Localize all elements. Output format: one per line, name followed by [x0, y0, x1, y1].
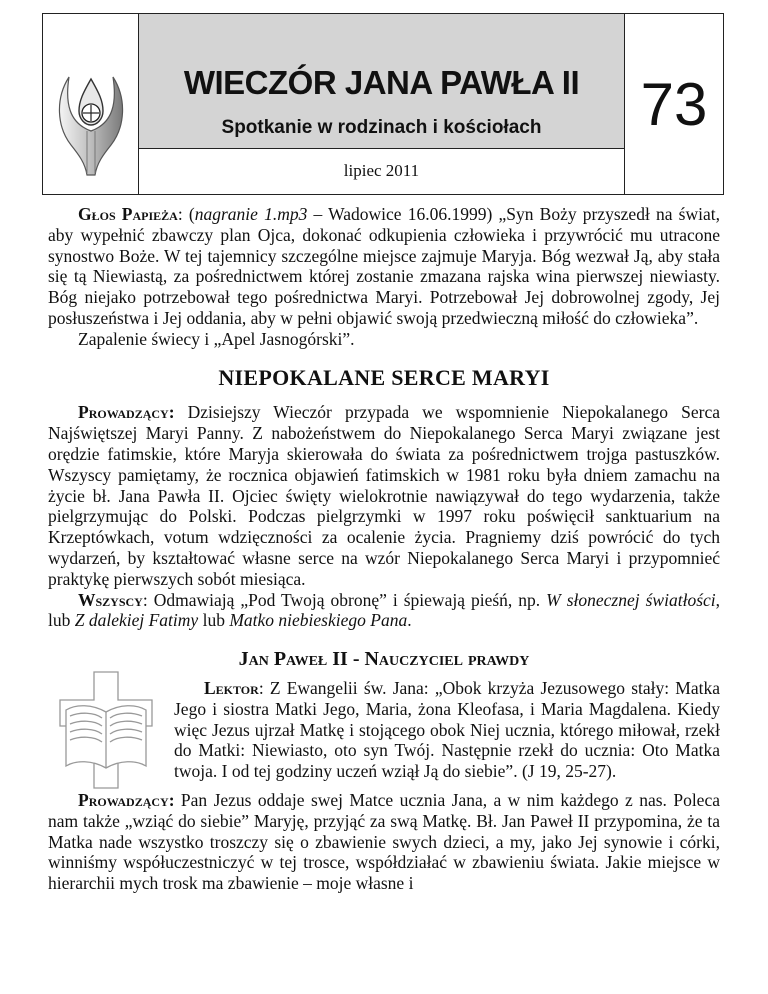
prowadzacy-paragraph-2: Prowadzący: Pan Jezus oddaje swej Matce ucznia Jana, a w nim każdego z nas. Poleca nam także „wziąć do siebie” Maryję, przyjąć za swą Matkę. Bł. Jan Paweł II przypomina, że ta Matka nade wszystko troszczy się o zbawienie swych dzieci, a my, jako Jej synowie i córki, winniśmy współuczestniczyć w tej trosce, współdziałać w zbawieniu świata. Jakie miejsce w hierarchii mych trosk ma zbawienie – moje własne i [48, 789, 720, 894]
song-title: Z dalekiej Fatimy [74, 610, 199, 631]
song-title: W słonecznej światłości [546, 589, 716, 610]
title-box [139, 14, 624, 149]
logo-cell [43, 14, 139, 194]
page-content [48, 204, 720, 894]
title-cell [139, 14, 625, 194]
candle-flame-logo-icon [51, 69, 131, 179]
speaker-label: Wszyscy [78, 589, 143, 610]
issue-date: lipiec 2011 [343, 161, 420, 180]
newsletter-title: WIECZÓR JANA PAWŁA II [183, 64, 580, 101]
open-book-cross-icon [56, 670, 156, 790]
section-heading: NIEPOKALANE SERCE MARYI [218, 364, 550, 390]
speaker-label: Lektor [204, 677, 259, 698]
speaker-label: Prowadzący: [78, 789, 175, 810]
glos-papieza-paragraph: Głos Papieża: (nagranie 1.mp3 – Wadowice 16.06.1999) „Syn Boży przyszedł na świat, aby wypełnić zbawczy plan Ojca, dokonać odkupienia człowieka i przywrócić mu utracone synostwo Boże. W tej tajemnicy szczególne miejsce zajmuje Maryja. Bóg wezwał Ją, aby stała się tą Niewiastą, za pośrednictwem której zostanie zmazana rajska wina pierwszej niewiasty. Bóg niejako potrzebował tego pośrednictwa Maryi. Potrzebował Jej dobrowolnej zgody, Jej posłuszeństwa i Jej oddania, aby w pełni objawić swoją przedwieczną miłość do człowieka”. [48, 204, 720, 328]
wszyscy-paragraph: Wszyscy: Odmawiają „Pod Twoją obronę” i śpiewają pieśń, np. W słonecznej światłości, lub Z dalekiej Fatimy lub Matko niebieskiego Pana. [48, 589, 721, 631]
song-title: Matko niebieskiego Pana [229, 610, 408, 631]
newsletter-subtitle: Spotkanie w rodzinach i kościołach [221, 117, 542, 138]
lektor-paragraph: Lektor: Z Ewangelii św. Jana: „Obok krzyża Jezusowego stały: Matka Jego i siostra Matki Jego, Maria, żona Kleofasa, i Maria Magdalena. Kiedy więc Jezus ujrzał Matkę i stojącego obok Niej ucznia, którego miłował, rzekł do Matki: Niewiasto, oto syn Twój. Następnie rzekł do ucznia: Oto Matka twoja. I od tej godziny uczeń wziął Ją do siebie”. (J 19, 25-27). [174, 677, 720, 782]
issue-number: 73 [640, 71, 708, 138]
prowadzacy-paragraph: Prowadzący: Dzisiejszy Wieczór przypada we wspomnienie Niepokalanego Serca Najświętszej Maryi Panny. Z nabożeństwem do Niepokalanego Serca Maryi związane jest orędzie fatimskie, które Maryja skierowała do świata za pośrednictwem trojga pastuszków. Wszyscy pamiętamy, że rocznica objawień fatimskich w 1981 roku była dniem zamachu na życie bł. Jana Pawła II. Ojciec święty wielokrotnie nawiązywał do tego wydarzenia, także pielgrzymując do Polski. Podczas pielgrzymki w 1997 roku poświęcił sanktuarium na Krzeptówkach, votum wdzięczności za ocalenie życia. Pragniemy dziś powrócić do tych wydarzeń, by kształtować własne serce na wzór Niepokalanego Serca Maryi i przypomnieć praktykę pierwszych sobót miesiąca. [48, 402, 720, 589]
lektor-block [48, 678, 720, 782]
section-subheading: Jan Paweł II - Nauczyciel prawdy [238, 648, 530, 671]
newsletter-header [42, 13, 724, 195]
speaker-label: Głos Papieża [78, 204, 178, 224]
follow-line: Zapalenie świecy i „Apel Jasnogórski”. [78, 328, 355, 349]
speaker-label: Prowadzący: [78, 402, 175, 423]
recording-ref: nagranie 1.mp3 [194, 204, 308, 224]
